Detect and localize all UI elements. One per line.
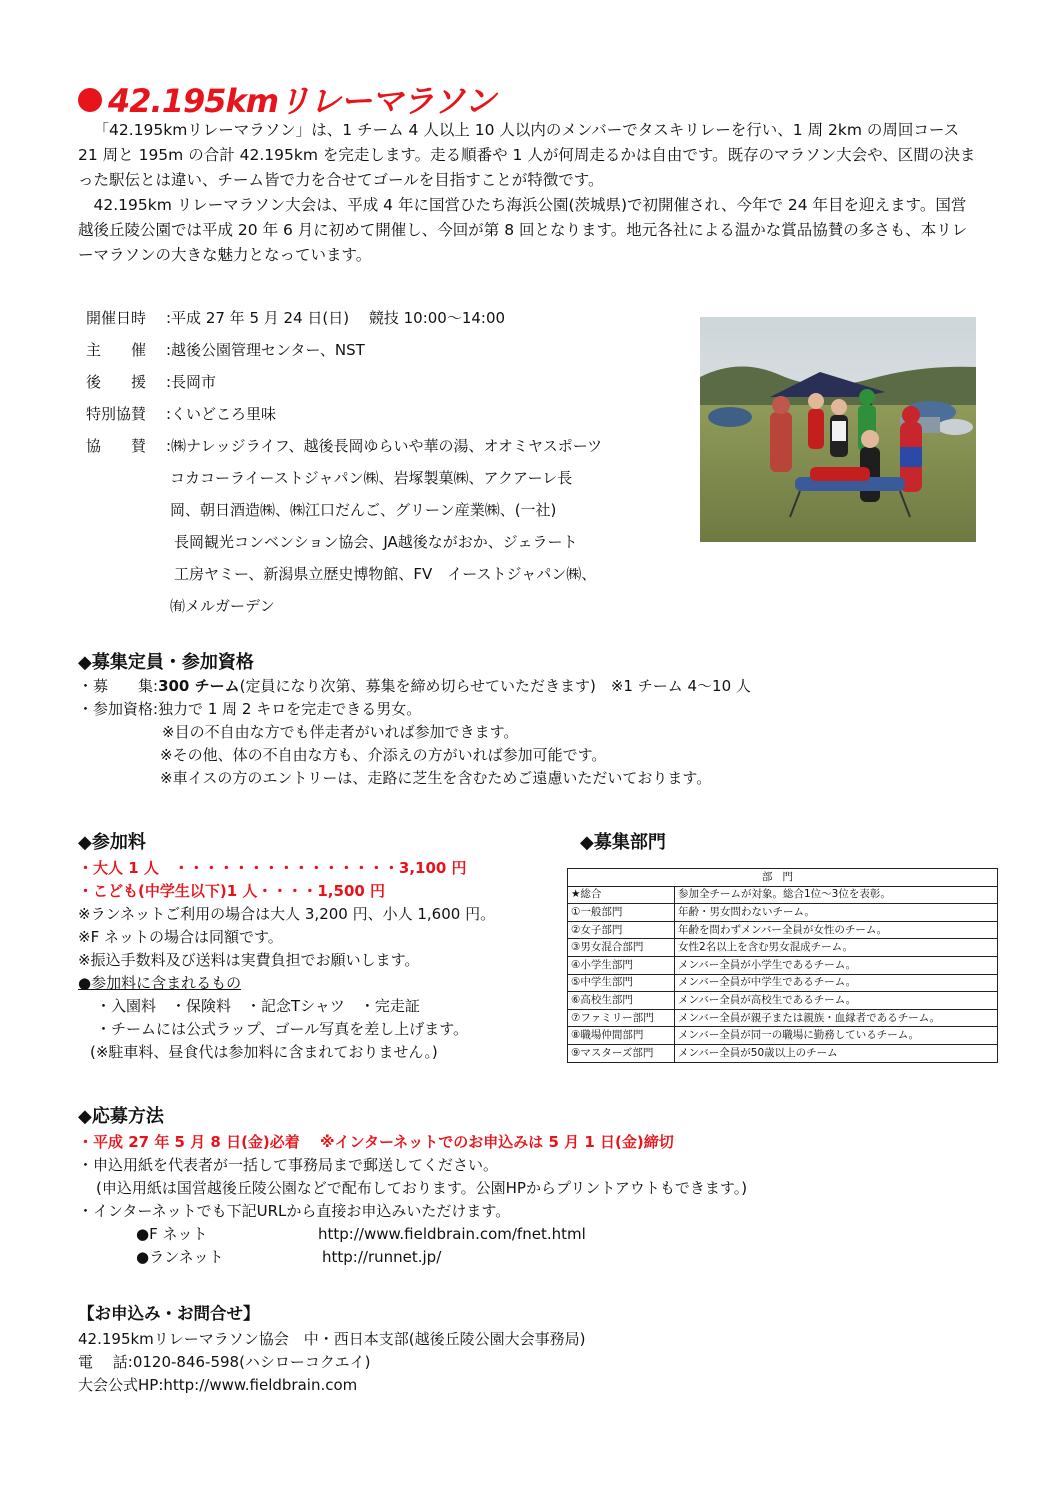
department-name: ③男女混合部門: [568, 939, 675, 957]
fee-child: ・こども(中学生以下)1 人・・・・1,500 円: [78, 882, 386, 900]
fee-included-item: ・チームには公式ラップ、ゴール写真を差し上げます。: [96, 1020, 469, 1038]
fee-section: [78, 857, 495, 1064]
contact-org: 42.195kmリレーマラソン協会 中・西日本支部(越後丘陵公園大会事務局): [78, 1330, 586, 1348]
info-support: 後 援 :長岡市: [86, 373, 217, 391]
department-name: ⑧職場仲間部門: [568, 1027, 675, 1045]
department-description: メンバー全員が親子または親族・血縁者であるチーム。: [675, 1009, 998, 1027]
department-description: メンバー全員が小学生であるチーム。: [675, 956, 998, 974]
department-description: 参加全チームが対象。総合1位～3位を表彰。: [675, 886, 998, 904]
fee-included-item: ・入園料 ・保険料 ・記念Tシャツ ・完走証: [96, 997, 420, 1015]
department-description: メンバー全員が高校生であるチーム。: [675, 992, 998, 1010]
intro-paragraph: 42.195km リレーマラソン大会は、平成 4 年に国営ひたち海浜公園(茨城県)で初開催され、今年で 24 年目を迎えます。国営越後丘陵公園では平成 20 年 6 月に初めて開催し、今回が第 8 回となります。地元各社による温かな賞品協賛の多さも、本リレーマラソンの大きな魅力となっています。: [78, 196, 968, 264]
department-name: ②女子部門: [568, 921, 675, 939]
table-row: [568, 904, 998, 922]
department-description: 女性2名以上を含む男女混成チーム。: [675, 939, 998, 957]
contact-phone: 電 話:0120-846-598(ハシローコクエイ): [78, 1353, 371, 1371]
departments-heading: ◆募集部門: [580, 832, 666, 853]
apply-line: (申込用紙は国営越後丘陵公園などで配布しております。公園HPからプリントアウトもできます。): [96, 1179, 748, 1197]
department-name: ⑨マスターズ部門: [568, 1044, 675, 1062]
departments-table-wrap: [567, 868, 998, 1063]
info-date: 開催日時 :平成 27 年 5 月 24 日(日) 競技 10:00～14:00: [86, 309, 506, 327]
page-title: 42.195kmリレーマラソン: [78, 76, 495, 122]
event-photo: [700, 317, 976, 542]
event-info: [86, 302, 602, 622]
fee-note: ※振込手数料及び送料は実費負担でお願いします。: [78, 951, 420, 969]
intro: [78, 118, 978, 268]
fee-note: ※F ネットの場合は同額です。: [78, 928, 283, 946]
department-description: メンバー全員が50歳以上のチーム: [675, 1044, 998, 1062]
department-name: ⑦ファミリー部門: [568, 1009, 675, 1027]
department-description: 年齢を問わずメンバー全員が女性のチーム。: [675, 921, 998, 939]
department-name: ⑥高校生部門: [568, 992, 675, 1010]
apply-deadline: ・平成 27 年 5 月 8 日(金)必着 ※インターネットでのお申込みは 5 月 1 日(金)締切: [78, 1133, 674, 1151]
red-bullet-icon: [78, 88, 102, 112]
contact-section: [78, 1328, 586, 1397]
recruit-eligibility: ・参加資格:独力で 1 周 2 キロを完走できる男女。: [78, 700, 422, 718]
table-row: [568, 1027, 998, 1045]
sponsor-line: ㈲メルガーデン: [170, 597, 275, 615]
fee-included-heading: ●参加料に含まれるもの: [78, 974, 242, 992]
table-row: [568, 921, 998, 939]
sponsor-line: 長岡観光コンベンション協会、JA越後ながおか、ジェラート: [174, 533, 578, 551]
table-row: [568, 886, 998, 904]
recruit-capacity: ・募 集:300 チーム(定員になり次第、募集を締め切らせていただきます) ※1 チーム 4～10 人: [78, 677, 751, 695]
table-row: [568, 992, 998, 1010]
intro-paragraph: 「42.195kmリレーマラソン」は、1 チーム 4 人以上 10 人以内のメンバーでタスキリレーを行い、1 周 2km の周回コース 21 周と 195m の合計 42.195km を完走します。走る順番や 1 人が何周走るかは自由です。既存のマラソン大会や、区間の決まった駅伝とは違い、チーム皆で力を合せてゴールを目指すことが特徴です。: [78, 121, 976, 189]
table-header-row: [568, 869, 998, 887]
apply-line: ・インターネットでも下記URLから直接お申込みいただけます。: [78, 1202, 511, 1220]
department-description: メンバー全員が同一の職場に勤務しているチーム。: [675, 1027, 998, 1045]
sponsor-line: 岡、朝日酒造㈱、㈱江口だんご、グリーン産業㈱、(一社): [170, 501, 557, 519]
department-name: ①一般部門: [568, 904, 675, 922]
recruit-note: ※目の不自由な方でも伴走者がいれば参加できます。: [162, 723, 519, 741]
sponsor-line: 工房ヤミー、新潟県立歴史博物館、FV イーストジャパン㈱、: [174, 565, 597, 583]
table-row: [568, 1009, 998, 1027]
table-row: [568, 939, 998, 957]
sponsor-line: コカコーライーストジャパン㈱、岩塚製菓㈱、アクアーレ長: [170, 469, 573, 487]
fee-heading: ◆参加料: [78, 832, 146, 853]
recruit-note: ※車イスの方のエントリーは、走路に芝生を含むためご遠慮いただいております。: [160, 769, 712, 787]
fee-note: ※ランネットご利用の場合は大人 3,200 円、小人 1,600 円。: [78, 905, 496, 923]
department-name: ⑤中学生部門: [568, 974, 675, 992]
apply-line: ・申込用紙を代表者が一括して事務局まで郵送してください。: [78, 1156, 499, 1174]
runnet-url[interactable]: http://runnet.jp/: [322, 1248, 442, 1266]
fee-included-item: (※駐車料、昼食代は参加料に含まれておりません。): [90, 1043, 438, 1061]
info-host: 主 催 :越後公園管理センター、NST: [86, 341, 365, 359]
fee-adult: ・大人 1 人 ・・・・・・・・・・・・・・・3,100 円: [78, 859, 467, 877]
department-description: メンバー全員が中学生であるチーム。: [675, 974, 998, 992]
runners-photo-illustration: [700, 317, 976, 542]
apply-section: [78, 1131, 747, 1269]
apply-link-runnet: ●ランネット http://runnet.jp/: [78, 1246, 747, 1269]
info-special-sponsor: 特別協賛 :くいどころ里味: [86, 405, 277, 423]
departments-rows: [568, 886, 998, 1062]
contact-heading: 【お申込み・お問合せ】: [78, 1304, 260, 1323]
apply-heading: ◆応募方法: [78, 1106, 164, 1127]
department-description: 年齢・男女問わないチーム。: [675, 904, 998, 922]
recruit-heading: ◆募集定員・参加資格: [78, 652, 254, 673]
table-header: 部門: [568, 869, 998, 887]
table-row: [568, 956, 998, 974]
department-name: ★総合: [568, 886, 675, 904]
recruit-note: ※その他、体の不自由な方も、介添えの方がいれば参加可能です。: [160, 746, 607, 764]
departments-table: [567, 868, 998, 1063]
contact-hp: 大会公式HP:http://www.fieldbrain.com: [78, 1376, 358, 1394]
table-row: [568, 974, 998, 992]
info-sponsor: 協 賛 :㈱ナレッジライフ、越後長岡ゆらいや華の湯、オオミヤスポーツ: [86, 437, 603, 455]
fnet-url[interactable]: http://www.fieldbrain.com/fnet.html: [318, 1225, 586, 1243]
table-row: [568, 1044, 998, 1062]
apply-link-fnet: ●F ネット http://www.fieldbrain.com/fnet.html: [78, 1223, 747, 1246]
recruit-section: [78, 675, 751, 790]
department-name: ④小学生部門: [568, 956, 675, 974]
